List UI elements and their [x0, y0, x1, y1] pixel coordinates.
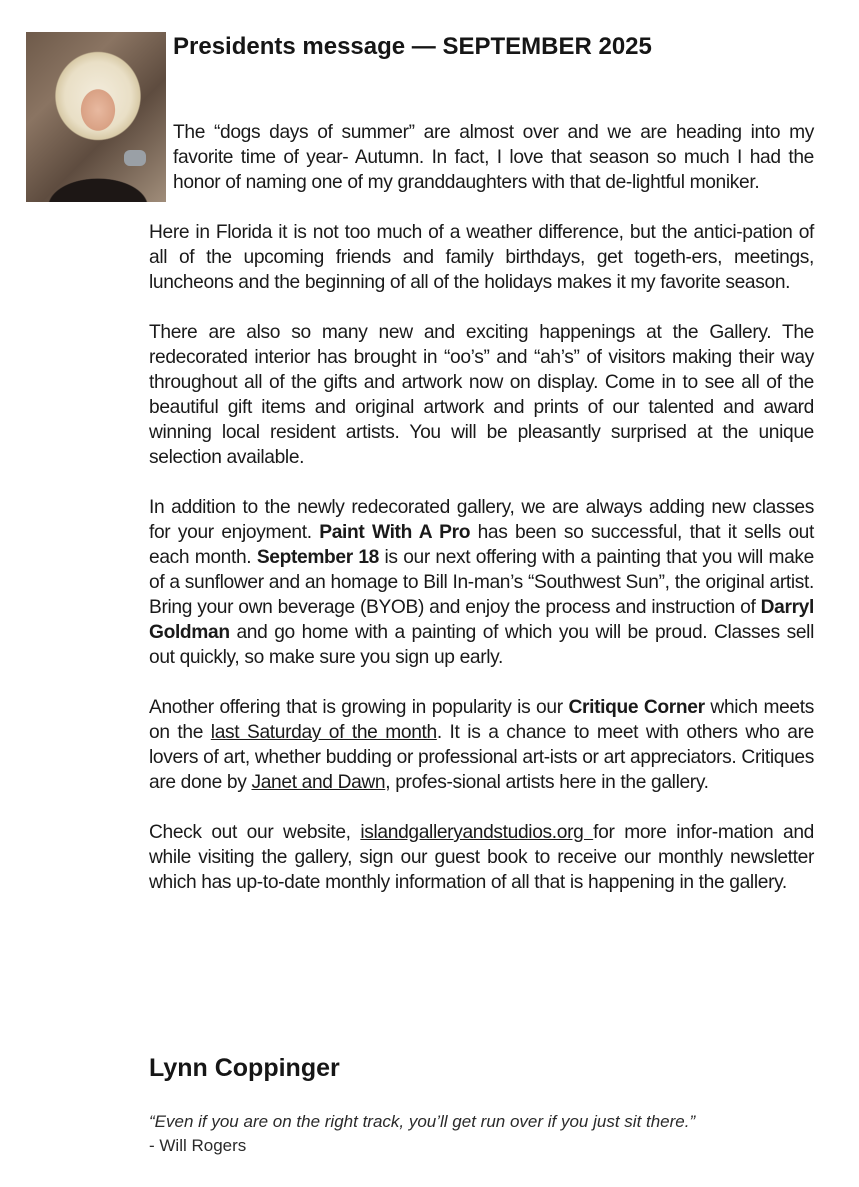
message-body [149, 120, 814, 920]
critique-hosts: Janet and Dawn [251, 772, 386, 793]
p4-text-g: and go home with a painting of which you will be proud. Classes sell out quickly, so make sure you sign up early. [149, 622, 814, 668]
page-title: Presidents message — SEPTEMBER 2025 [173, 33, 652, 60]
paragraph-2: Here in Florida it is not too much of a weather difference, but the antici-pation of all of the upcoming friends and family birthdays, get togeth-ers, meetings, luncheons and the beginning of all of the holidays makes it my favorite season. [149, 222, 814, 293]
p4-text-c: has been so successful, that it sells out each month. [149, 522, 814, 568]
class-date: September 18 [256, 547, 379, 568]
quote-author: - Will Rogers [149, 1136, 247, 1155]
paint-with-a-pro: Paint With A Pro [319, 522, 471, 543]
instructor-name: Darryl Goldman [149, 597, 814, 643]
paragraph-3: There are also so many new and exciting happenings at the Gallery. The redecorated interior has brought in “oo’s” and “ah’s” of visitors making their way throughout all of the gifts and artwork now on display. Come in to see all of the beautiful gift items and original artwork and prints of our talented and award winning local resident artists. You will be pleasantly surprised at the unique selection available. [149, 322, 814, 468]
paragraph-6 [149, 820, 814, 895]
p5-text-g: , profes-sional artists here in the gallery. [385, 772, 709, 793]
signature: Lynn Coppinger [149, 1054, 340, 1082]
bracelet-shape [124, 150, 146, 166]
p6-text-c: for more infor-mation and while visiting the gallery, sign our guest book to receive our monthly newsletter which has up-to-date monthly information of all that is happening in the gallery. [149, 822, 814, 893]
p5-text-a: Another offering that is growing in popularity is our [149, 697, 569, 718]
paragraph-4 [149, 495, 814, 670]
critique-corner: Critique Corner [568, 697, 705, 718]
p4-text-a: In addition to the newly redecorated gallery, we are always adding new classes for your enjoyment. [149, 497, 814, 543]
portrait-photo [26, 32, 166, 202]
paragraph-5 [149, 695, 814, 795]
quote-text: “Even if you are on the right track, you’ll get run over if you just sit there.” [149, 1112, 696, 1131]
paragraph-1: The “dogs days of summer” are almost over and we are heading into my favorite time of year- Autumn. In fact, I love that season so much I had the honor of naming one of my granddaughters with that de-lightful moniker. [173, 122, 814, 193]
website-link[interactable]: islandgalleryandstudios.org [360, 822, 594, 843]
p5-text-c: which meets on the [149, 697, 814, 743]
p5-text-e: . It is a chance to meet with others who are lovers of art, whether budding or professional art-ists or art appreciators. Critiques are done by [149, 722, 814, 793]
p6-text-a: Check out our website, [149, 822, 361, 843]
p4-text-e: is our next offering with a painting that you will make of a sunflower and an homage to Bill In-man’s “Southwest Sun”, the original artist. Bring your own beverage (BYOB) and enjoy the process and instruction of [149, 547, 814, 618]
meeting-schedule: last Saturday of the month [210, 722, 437, 743]
